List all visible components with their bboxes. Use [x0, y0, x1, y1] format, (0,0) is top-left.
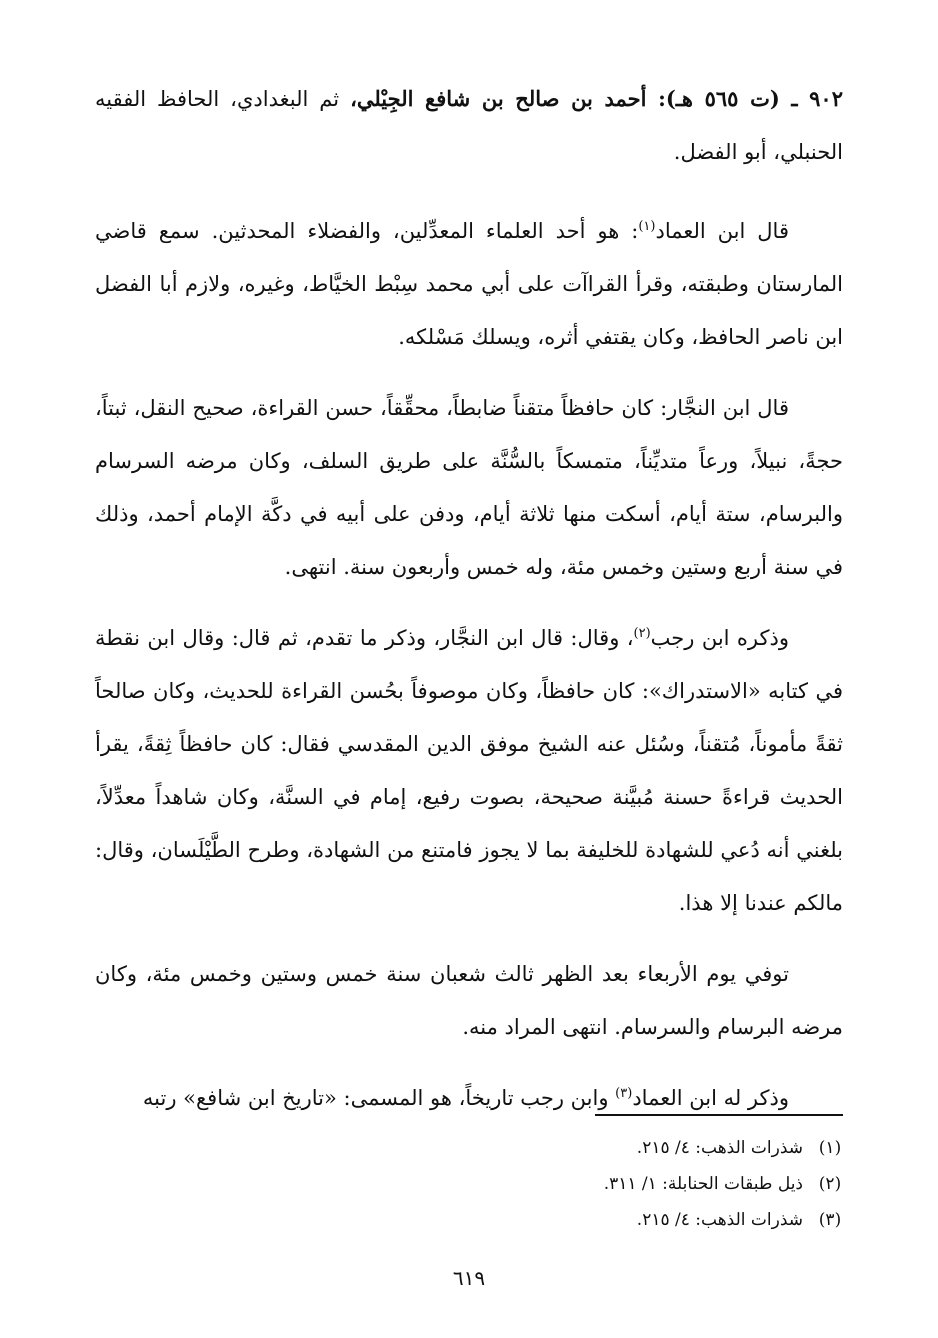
- paragraph-text: وابن رجب تاريخاً، هو المسمى: «تاريخ ابن شافع» رتبه: [142, 1086, 616, 1110]
- footnote-number: (٢): [818, 1174, 842, 1194]
- footnote-text: ذيل طبقات الحنابلة: ١/ ٣١١.: [603, 1174, 803, 1194]
- entry-title: ٩٠٢ ـ (ت ٥٦٥ هـ): أحمد بن صالح بن شافع الجِيْلي،: [350, 86, 843, 111]
- footnote-divider: [595, 1114, 843, 1116]
- footnotes: [343, 1130, 843, 1238]
- footnote-ref[interactable]: (٣): [615, 1086, 633, 1101]
- entry-heading: [95, 72, 843, 179]
- footnote-number: (٣): [818, 1210, 842, 1230]
- footnote-ref[interactable]: (١): [638, 219, 656, 234]
- footnote-text: شذرات الذهب: ٤/ ٢١٥.: [636, 1138, 803, 1158]
- paragraph-ibn-rajab: [95, 612, 843, 930]
- paragraph-text: : هو أحد العلماء المعدِّلين، والفضلاء المحدثين. سمع قاضي المارستان وطبقته، وقرأ القراآت على أبي محمد سِبْط الخيَّاط، وغيره، ولازم أبا الفضل ابن ناصر الحافظ، وكان يقتفي أثره، ويسلك مَسْلكه.: [95, 219, 843, 349]
- paragraph-text: قال ابن النجَّار: كان حافظاً متقناً ضابطاً، محقِّقاً، حسن القراءة، صحيح النقل، ثبتاً، حجةً، نبيلاً، ورعاً متديِّناً، متمسكاً بالسُّنَّة على طريق السلف، وكان مرضه السرسام والبرسام، ستة أيام، أسكت منها ثلاثة أيام، ودفن على أبيه في دكَّة الإمام أحمد، وذلك في سنة أربع وستين وخمس مئة، وله خمس وأربعون سنة. انتهى.: [95, 396, 843, 579]
- footnote-item: [343, 1166, 843, 1202]
- footnote-item: [343, 1130, 843, 1166]
- paragraph-ibn-al-imad: [95, 205, 843, 364]
- paragraph-text: توفي يوم الأربعاء بعد الظهر ثالث شعبان سنة خمس وستين وخمس مئة، وكان مرضه البرسام والسرسام. انتهى المراد منه.: [95, 962, 843, 1039]
- entry-title-tail: ثم البغدادي، الحافظ الفقيه الحنبلي، أبو الفضل.: [95, 87, 843, 164]
- paragraph-text: قال ابن العماد: [655, 219, 789, 243]
- paragraph-history-book: [95, 1072, 843, 1125]
- paragraph-text: ، وقال: قال ابن النجَّار، وذكر ما تقدم، ثم قال: وقال ابن نقطة في كتابه «الاستدراك»: كان حافظاً، وكان موصوفاً بحُسن القراءة للحديث، وكان صالحاً ثقةً مأموناً، مُتقناً، وسُئل عنه الشيخ موفق الدين المقدسي فقال: كان حافظاً ثِقةً، يقرأ الحديث قراءةً حسنة مُبيَّنة صحيحة، بصوت رفيع، إمام في السنَّة، وكان شاهداً معدِّلاً، بلغني أنه دُعي للشهادة للخليفة بما لا يجوز فامتنع من الشهادة، وطرح الطَّيْلَسان، وقال: مالكم عندنا إلا هذا.: [95, 626, 843, 915]
- footnote-ref[interactable]: (٢): [633, 626, 651, 641]
- paragraph-text: وذكره ابن رجب: [650, 626, 789, 650]
- footnote-number: (١): [818, 1138, 842, 1158]
- footnote-text: شذرات الذهب: ٤/ ٢١٥.: [636, 1210, 803, 1230]
- paragraph-death-date: [95, 948, 843, 1054]
- paragraph-ibn-al-najjar: [95, 382, 843, 594]
- footnote-item: [343, 1202, 843, 1238]
- page-body: [95, 72, 843, 1125]
- paragraph-text: وذكر له ابن العماد: [632, 1086, 789, 1110]
- page-number: ٦١٩: [452, 1266, 486, 1290]
